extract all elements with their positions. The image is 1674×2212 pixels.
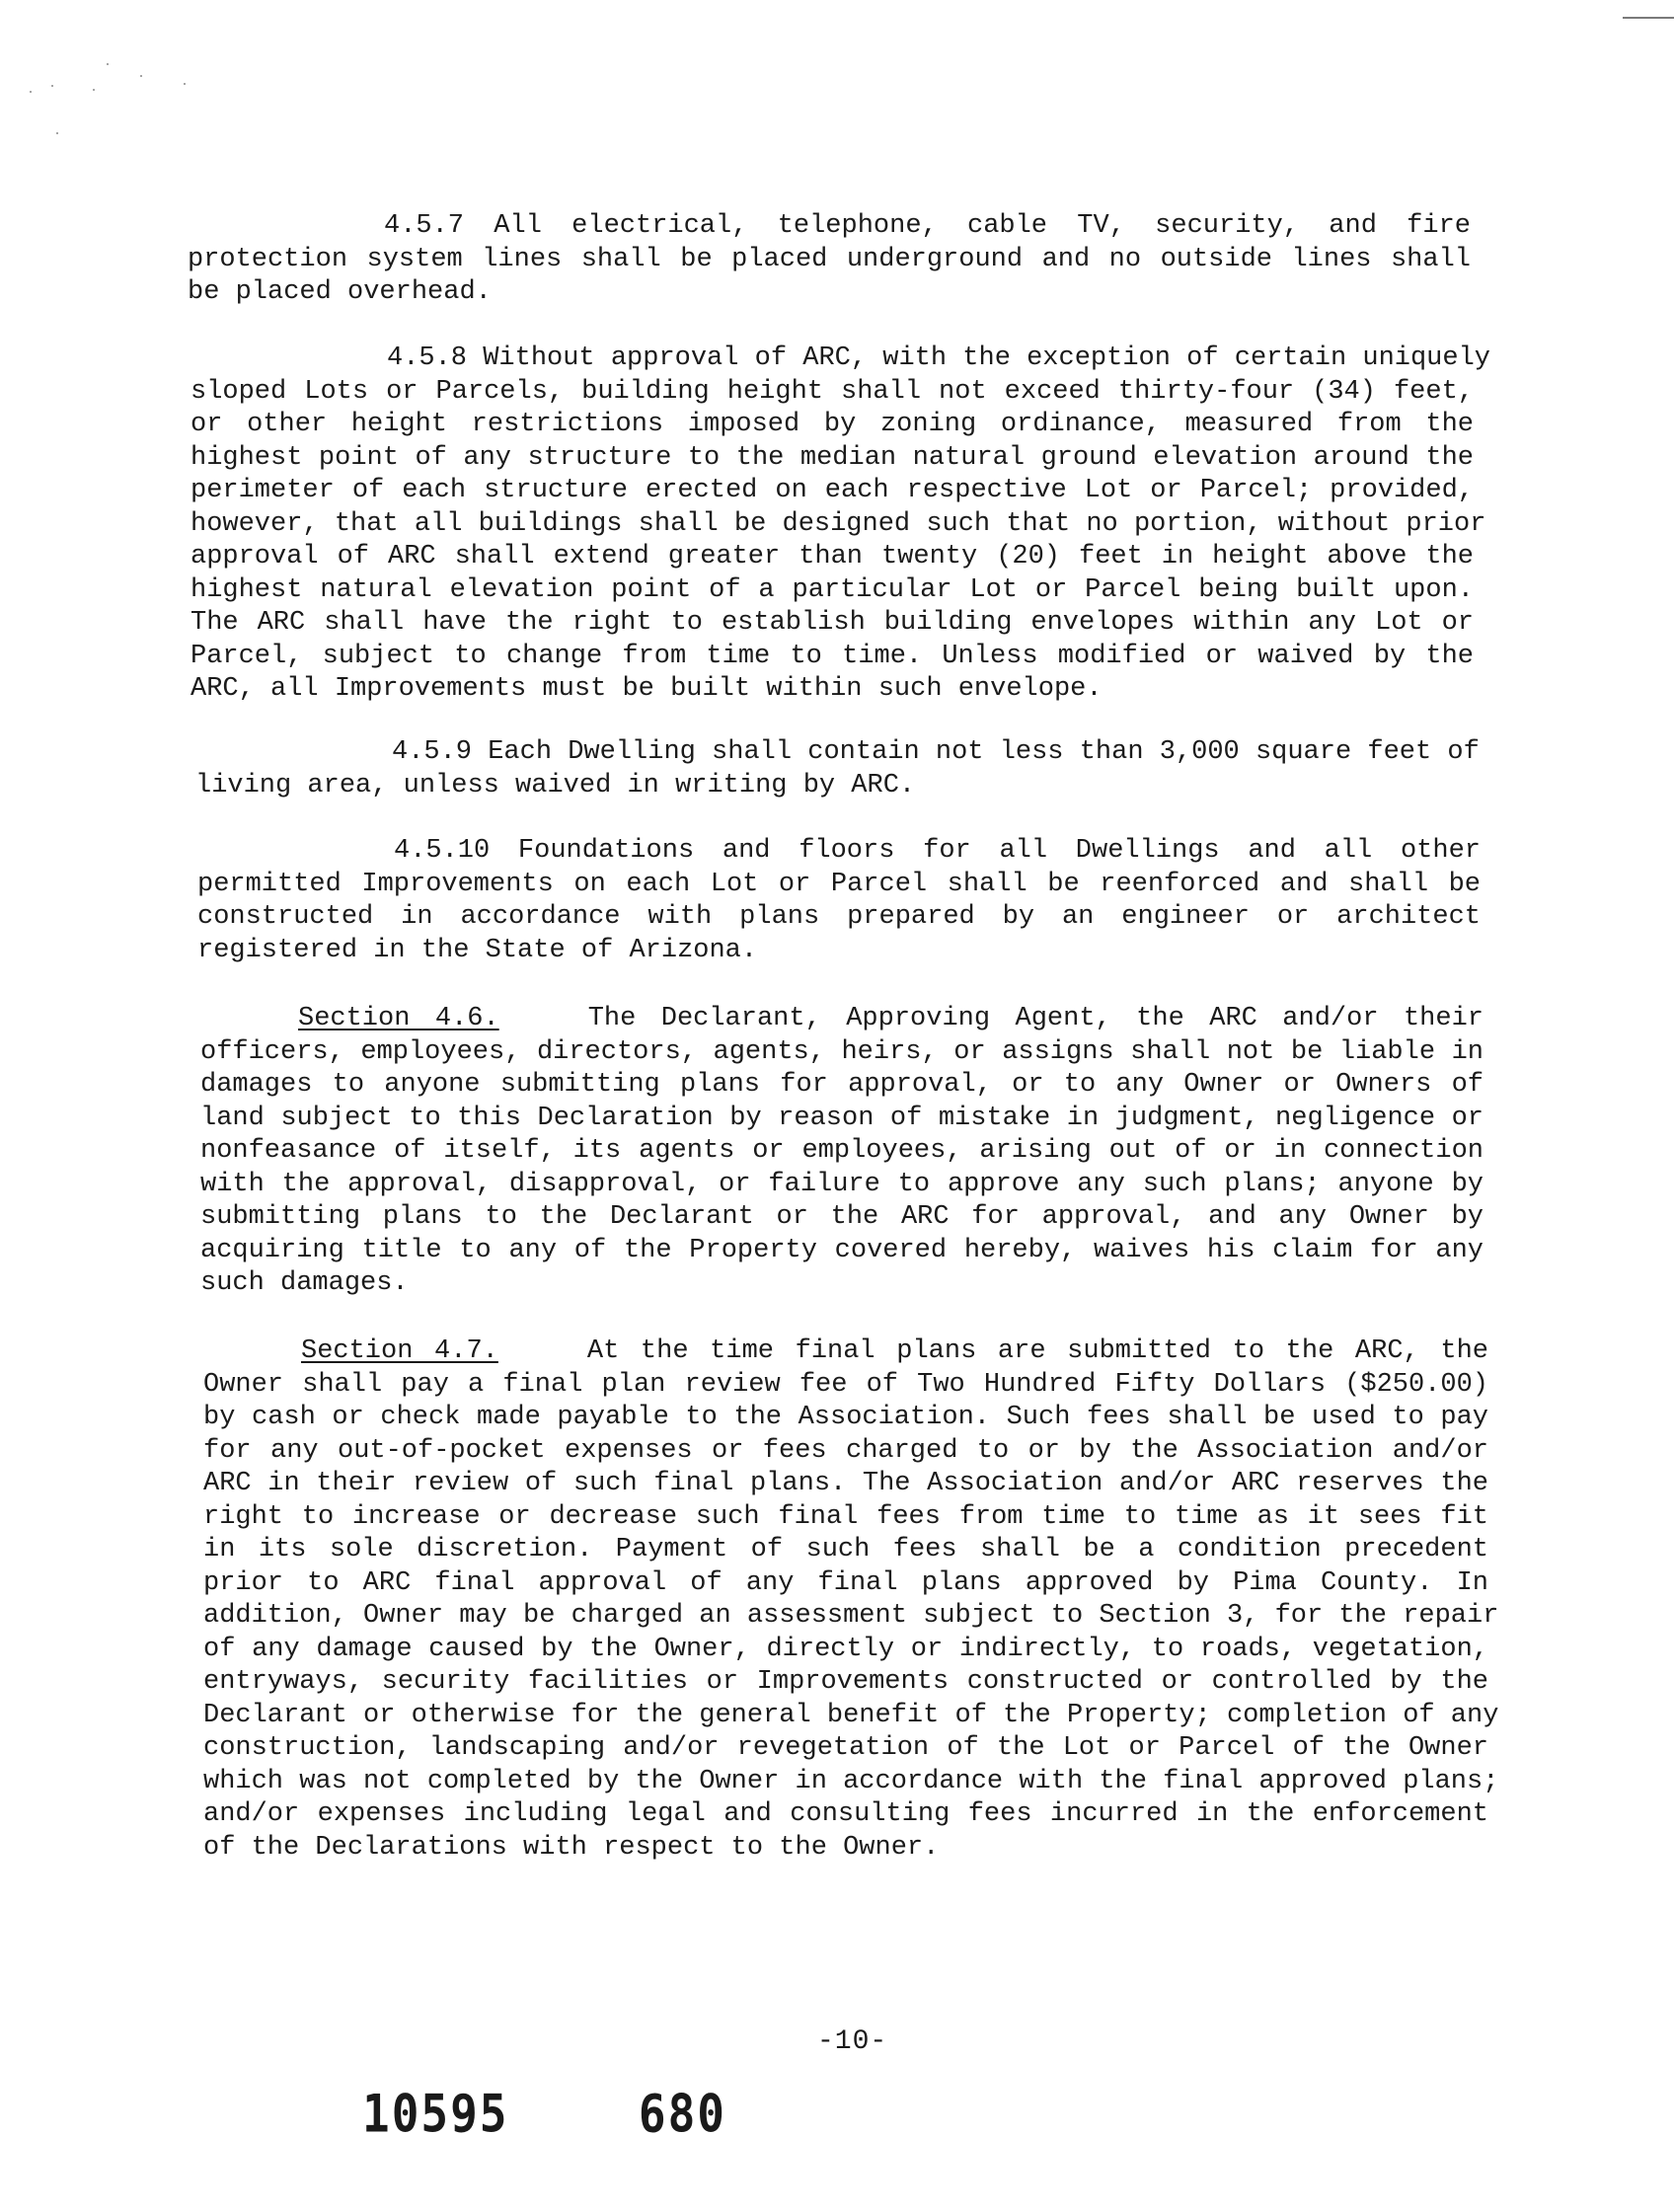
text-line: prior to ARC final approval of any final plans approved by Pima County. In	[203, 1567, 1488, 1598]
text-line: permitted Improvements on each Lot or Parcel shall be reenforced and shall be	[197, 869, 1481, 899]
text-line: ARC, all Improvements must be built within such envelope.	[190, 674, 1103, 704]
text-line: 4.5.9 Each Dwelling shall contain not less than 3,000 square feet of	[392, 737, 1480, 767]
text-line: ARC in their review of such final plans. The Association and/or ARC reserves the	[203, 1469, 1488, 1498]
text-line: Declarant or otherwise for the general benefit of the Property; completion of any	[203, 1700, 1499, 1730]
text-line: submitting plans to the Declarant or the ARC for approval, and any Owner by	[200, 1202, 1484, 1232]
text-line: registered in the State of Arizona.	[197, 935, 758, 965]
recording-reference	[362, 2083, 726, 2144]
text-line: Owner shall pay a final plan review fee of Two Hundred Fifty Dollars ($250.00)	[203, 1369, 1488, 1400]
paragraph-4-5-8	[190, 343, 1490, 707]
text-line: or other height restrictions imposed by zoning ordinance, measured from the	[190, 410, 1474, 439]
text-line: living area, unless waived in writing by ARC.	[195, 770, 916, 801]
recording-page: 680	[638, 2083, 726, 2145]
text-line: 4.5.7 All electrical, telephone, cable TV, security, and fire	[384, 211, 1471, 241]
text-line: protection system lines shall be placed underground and no outside lines shall	[188, 244, 1471, 274]
text-line: for any out-of-pocket expenses or fees charged to or by the Association and/or	[203, 1435, 1488, 1466]
text-line: highest point of any structure to the median natural ground elevation around the	[190, 442, 1474, 473]
text-line: 4.5.8 Without approval of ARC, with the exception of certain uniquely	[387, 343, 1490, 373]
text-line: construction, landscaping and/or revegetation of the Lot or Parcel of the Owner	[203, 1733, 1488, 1763]
text-line: of any damage caused by the Owner, directly or indirectly, to roads, vegetation,	[203, 1634, 1488, 1664]
text-line: acquiring title to any of the Property covered hereby, waives his claim for any	[200, 1235, 1484, 1265]
text-line: in its sole discretion. Payment of such fees shall be a condition precedent	[203, 1535, 1488, 1564]
text-line: addition, Owner may be charged an assessment subject to Section 3, for the repair	[203, 1601, 1499, 1631]
text-line: approval of ARC shall extend greater than twenty (20) feet in height above the	[190, 542, 1474, 572]
paragraph-4-5-10	[197, 835, 1481, 967]
text-line: by cash or check made payable to the Association. Such fees shall be used to pay	[203, 1403, 1488, 1432]
text-line: which was not completed by the Owner in accordance with the final approved plans;	[203, 1766, 1499, 1796]
section-4-7	[203, 1335, 1499, 1865]
section-heading: Section 4.6.	[298, 1004, 499, 1033]
text-line: The Declarant, Approving Agent, the ARC and/or their	[587, 1004, 1484, 1033]
scan-artifact-line	[1623, 17, 1674, 19]
text-line: Parcel, subject to change from time to time. Unless modified or waived by the	[190, 641, 1474, 671]
text-line: right to increase or decrease such final fees from time to time as it sees fit	[203, 1501, 1488, 1532]
text-line: officers, employees, directors, agents, heirs, or assigns shall not be liable in	[200, 1036, 1484, 1067]
text-line: damages to anyone submitting plans for approval, or to any Owner or Owners of	[200, 1070, 1484, 1100]
text-line: land subject to this Declaration by reason of mistake in judgment, negligence or	[200, 1103, 1484, 1133]
section-4-6	[200, 1003, 1484, 1301]
text-line: such damages.	[200, 1268, 409, 1298]
text-line: sloped Lots or Parcels, building height shall not exceed thirty-four (34) feet,	[190, 376, 1474, 407]
text-line: The ARC shall have the right to establish building envelopes within any Lot or	[190, 608, 1474, 638]
text-line: be placed overhead.	[188, 277, 492, 307]
paragraph-4-5-7	[188, 210, 1471, 310]
text-line: nonfeasance of itself, its agents or employees, arising out of or in connection	[200, 1136, 1484, 1166]
text-line: At the time final plans are submitted to the ARC, the	[586, 1336, 1488, 1366]
text-line: highest natural elevation point of a particular Lot or Parcel being built upon.	[190, 574, 1474, 605]
text-line: constructed in accordance with plans prepared by an engineer or architect	[197, 902, 1481, 932]
text-line: with the approval, disapproval, or failure to approve any such plans; anyone by	[200, 1169, 1484, 1199]
text-line: perimeter of each structure erected on each respective Lot or Parcel; provided,	[190, 476, 1474, 505]
scan-artifact-dots	[0, 0, 217, 148]
recording-book: 10595	[362, 2083, 509, 2145]
page-number: -10-	[817, 2026, 888, 2057]
paragraph-4-5-9	[195, 736, 1479, 802]
text-line: and/or expenses including legal and consulting fees incurred in the enforcement	[203, 1799, 1488, 1829]
text-line: 4.5.10 Foundations and floors for all Dwellings and all other	[394, 836, 1481, 866]
section-first-line	[200, 1003, 1484, 1036]
text-line: of the Declarations with respect to the Owner.	[203, 1832, 940, 1863]
section-first-line	[203, 1335, 1488, 1369]
section-heading: Section 4.7.	[301, 1336, 498, 1366]
text-line: however, that all buildings shall be designed such that no portion, without prior	[190, 508, 1486, 539]
text-line: entryways, security facilities or Improvements constructed or controlled by the	[203, 1667, 1488, 1697]
